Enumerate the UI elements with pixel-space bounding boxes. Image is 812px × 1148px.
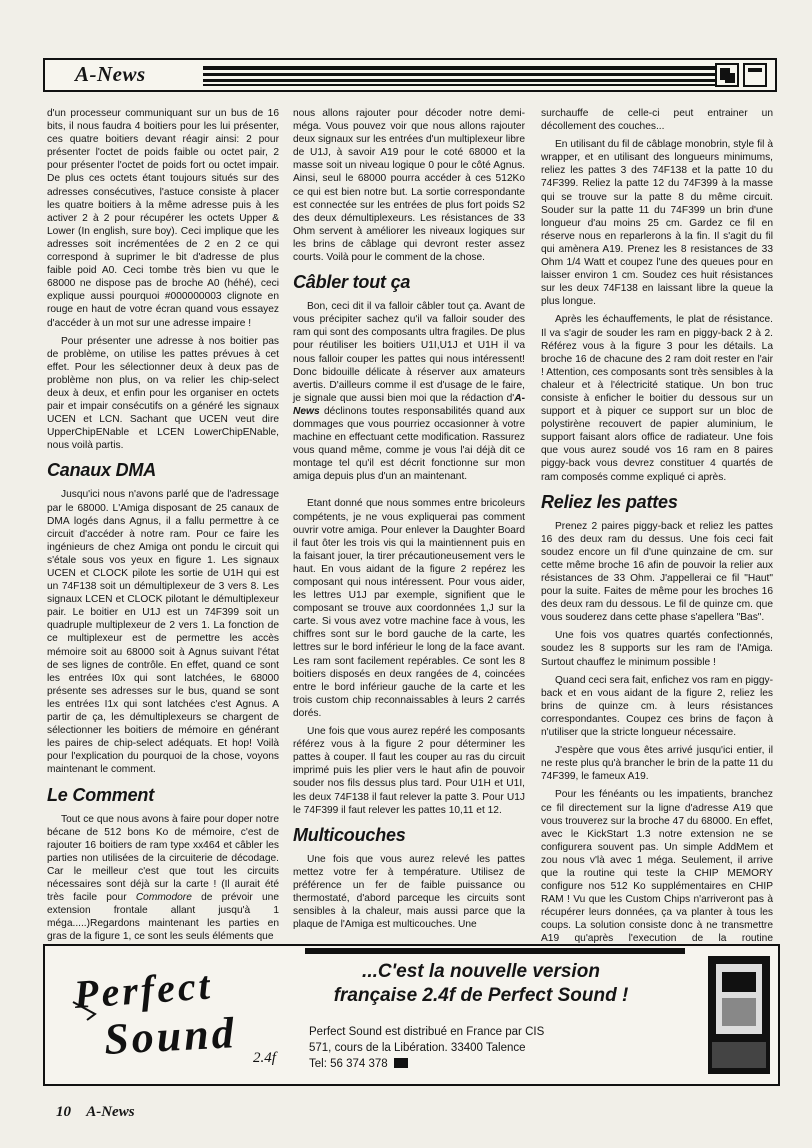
footer-title: A-News <box>86 1104 135 1120</box>
window-front-icon <box>743 63 767 87</box>
ad-headline-line-1: ...C'est la nouvelle version <box>362 961 600 982</box>
paragraph <box>293 300 525 483</box>
page-footer <box>56 1104 147 1121</box>
perfect-sound-advertisement <box>43 944 780 1086</box>
section-heading: Reliez les pattes <box>541 491 678 512</box>
article-column-2 <box>293 107 525 936</box>
paragraph: Pour présenter une adresse à nos boitier pas de problème, on utilise les pattes prévues à cet effet. Pour les sélectionner deux à deux pas de problème non plus, on va relier les chip-select deux à deux, et enfin pour les organiser en octets pair et impair consécutifs on a généré les signaux UCEN et LCN. Sachant que UCEN veut dire UpperChipENable et LCEN LowerChipENable, nous voilà partis. <box>47 335 279 452</box>
ad-top-bar <box>305 948 685 954</box>
ad-address: 571, cours de la Libération. 33400 Talence <box>309 1042 526 1054</box>
black-square-icon <box>394 1058 408 1068</box>
text-run: déclinons toutes responsabilités quand aux dommages que vous pourriez occasionner à votre machine en effectuant cette modification. Rassurez vous quand même, comme je vous l'ai déjà dit ce montage tel qu'il est décrit fonctionne sur mon amiga depuis plus d'un an maintenant. <box>293 405 525 483</box>
section-heading: Câbler tout ça <box>293 272 411 293</box>
hardware-cartridge-icon <box>706 954 772 1076</box>
header-window-icons <box>715 63 771 87</box>
emphasis-text: A-News <box>293 392 525 417</box>
paragraph: d'un processeur communiquant sur un bus de 16 bits, il nous faudra 4 boitiers pour les lui présenter, ces quatre boitiers devant réagir ainsi: 2 pour présenter l'octet de poids faible ou octet pair, 2 pour présenter l'octet de poids fort ou octet impair. De plus ces octets étant toujours situés sur des adresses consécutives, l'astuce consiste à placer les quatre boitiers à la même adresse puis à les activer 2 à 2 pour récupérer les octets Upper & Lower (In english, sure boy). Ceci implique que les adresses soit incrémentées de 2 en 2 ce qui correspond à suprimer le bit d'adresse de plus faible poid A0. Ceci tombe très bien vu que le 68000 ne dispose pas de broche A0 (héhé), ceci explique aussi pourquoi #000000003 clignote en rouge en haut de votre écran quand vous essayez d'accéder à un mot sur une adresse impaire ! <box>47 108 279 329</box>
paragraph <box>47 813 279 944</box>
section-heading: Canaux DMA <box>47 460 157 481</box>
paragraph: surchauffe de celle-ci peut entrainer un décollement des couches... <box>541 108 773 133</box>
paragraph: Jusqu'ici nous n'avons parlé que de l'adressage par le 68000. L'Amiga disposant de 25 canaux de DMA logés dans Agnus, il a fallu permettre à ce circuit d'accéder à notre ram. Pour ce faire les ingénieurs de chez Amiga ont pondu le circuit qui s'étale sous vos yeux en figure 1. Les signaux UCEN et CLOCK pilote les sortie de U1H qui est un 74F138 soit un démultiplexeur de 3 vers 8. Les signaux LCEN et CLOCK pilotant le démultiplexeur pair. Le boitier en U1J est un 74F399 soit un quadruple multiplexeur de 2 vers 1. La fonction de ce multiplexeur est de permettre les accès mémoire soit au 68000 soit à Agnus suivant l'état de ses lignes de contrôle. En effet, quand ce sont les entrées I0x qui sont latchées, le 68000 présente ses adresses sur le bus, quand se sont les entrées I1x qui sont latchées c'est Agnus. A partir de ça, les démultiplexeurs se chargent de sélectionner les boitiers de mémoire en générant les paires de chip-select adéquats. Et hop! Voilà pour l'explication du pourquoi de la chose, voyons maintenant le comment. <box>47 489 279 776</box>
text-run: Tout ce que nous avons à faire pour doper notre bécane de 512 bons Ko de mémoire, c'est de rajouter 16 boitiers de ram type xx464 et câbler les parties non utilisées de la circuiterie de décodage. Car le meilleur c'est que tout les circuits nécessaires sont déjà sur la carte ! (Il aurait été très facile pour <box>47 813 279 904</box>
paragraph: Après les échauffements, le plat de résistance. Il va s'agir de souder les ram en piggy-back 2 à 2. Référez vous à la figure 3 pour les détails. La broche 16 de chacune des 2 ram doit rester en l'air ! Attention, ces composants sont très sensibles à la chaleur et à l'électricité statique. Un bon truc consiste à enficher le boitier du dessous sur un support et à piquer ce support sur un bloc de polystirène recouvert de papier aluminium, le support faisant alors office de radiateur. Une fois que vous aurez soudé vos 16 ram en 8 paires piggy-back vous devrez constituer 4 quartés de ram composés comme expliqué ci après. <box>541 314 773 483</box>
paragraph: Une fois que vous aurez repéré les composants référez vous à la figure 2 pour déterminer les pattes à couper. Il faut les couper au ras du circuit imprimé puis les plier vers le haut afin de pouvoir souder nos fils dessus plus tard. Pour U1H et U1I, les deux 74F138 il faut relever la patte 3. Pour U1J le 74F399 il faut relever les pattes 10,11 et 12. <box>293 726 525 816</box>
section-heading: Multicouches <box>293 824 406 845</box>
header-title: A-News <box>75 62 146 86</box>
ad-headline-line-2: française 2.4f de Perfect Sound ! <box>333 985 629 1006</box>
paragraph: Une fois que vous aurez relevé les pattes mettez votre fer à température. Utilisez de préférence un fer de faible puissance ou thermostaté, d'abord parceque les circuits sont sensibles à la chaleur, mais aussi parce que la plaque de l'Amiga est multicouches. Une <box>293 853 525 931</box>
section-heading: Le Comment <box>47 784 155 805</box>
logo-word-2: Sound <box>102 1008 238 1064</box>
text-run: de prévoir une extension frontale allant jusqu'à 1 méga.....)Regardons maintenant les parties en gras de la figure 1, ce sont les seuls éléments que <box>47 892 279 943</box>
page-number: 10 <box>56 1104 71 1120</box>
ad-distributor: Perfect Sound est distribué en France par CIS <box>309 1026 545 1038</box>
article-column-3 <box>541 107 773 964</box>
text-run: Bon, ceci dit il va falloir câbler tout ça. Avant de vous précipiter sachez qu'il va falloir souder des ram qui sont des composants ultra fragiles. De plus pour réutiliser les boitiers U1I,U1J et U1H il va nous falloir couper les pattes qui nous intéressent! Donc bidouille délicate à réserver aux amateurs avertis. D'ailleurs comme il est d'usage de le faire, je signale que aussi bien moi que la rédaction d' <box>293 301 525 404</box>
paragraph: J'espère que vous êtes arrivé jusqu'ici entier, il ne reste plus qu'à brancher le brin de la patte 11 du 74F399, le fameux A19. <box>541 745 773 783</box>
logo-word-1: Perfect <box>72 962 214 1017</box>
logo-version: 2.4f <box>253 1050 276 1066</box>
ad-contact-info <box>309 1024 589 1072</box>
window-back-icon <box>715 63 739 87</box>
paragraph: Prenez 2 paires piggy-back et reliez les pattes 16 des deux ram du dessus. Une fois ceci fait soudez encore un fil d'une quinzaine de cm. sur cette même broche 16 afin de pouvoir la relier aux résistances de 33 Ohm. J'appellerai ce fil "Haut" pour la suite. Faites de même pour les broches 16 des deux ram du dessous. Le fil de quinze cm. que vous souderez dans cette phase s'apellera "Bas". <box>541 520 773 624</box>
article-column-1 <box>47 107 279 948</box>
paragraph: En utilisant du fil de câblage monobrin, style fil à wrapper, et en utilisant des longueurs minimums, reliez les pattes 3 des 74F138 et la patte 10 du 74F399. Reliez la patte 12 du 74F399 à la masse qui se trouve sur la patte 8 du même circuit. Souder sur la patte 11 du 74F399 un brin d'une longueur d'au moins 25 cm. Gardez ce fil en réserve nous en reparlerons à la fin. Il s'agit du fil qui amènera A19. Prenez les 8 resistances de 33 Ohm 1/4 Watt et coupez l'une des queues pour en laisser environ 1 cm. Soudez ces huit résistances sur les deux 74F138 en laissant libre la queue la plus longue. <box>541 139 773 308</box>
page-header <box>43 58 777 92</box>
perfect-sound-logo <box>65 962 305 1072</box>
paragraph: Etant donné que nous sommes entre bricoleurs compétents, je ne vous expliquerai pas comment ouvrir votre amiga. Pour enlever la Daughter Board il faut ôter les trois vis qui la maintiennent puis en la faisant jouer, la tirer précautioneusement vers le haut. En vous aidant de la figure 2 repérez les composant qui nous intéressent. Pour vous aider, les lettres U1J par exemple, signifient que le composant se trouve aux coordonnées 1,J sur la carte. Si vous avez votre machine face à vous, les chiffres sont sur le bord gauche de la carte, les lettres sur le bord inférieur le long de la face avant. Les ram sont facilement repérables. Ce sont les 8 boitiers disposés en deux rangées de 4, coincées entre le bord inférieur gauche de la carte et les trois custom chip reconnaissables à leurs 2 carrés dorés. <box>293 498 525 719</box>
paragraph: Une fois vos quatres quartés confectionnés, soudez les 8 supports sur les ram de l'Amiga. Surtout chauffez le minimum possible ! <box>541 630 773 668</box>
paragraph: Pour les fénéants ou les impatients, branchez ce fil directement sur la ligne d'adresse A19 que vous trouverez sur la broche 47 du 68000. En effet, avec le KickStart 1.3 notre extension ne se configurera souvent pas. Un simple AddMem et zou nous v'là avec 1 méga. Seulement, il arrive que la routine qui teste la CHIP MEMORY configure nos 512 Ko supplémentaires en CHIP RAM ! Vu que les Custom Chips n'arriveront pas à récupérer leurs données, ça va planter à tous les coups. La solution consiste donc à ne transmettre A19 qu'après l'execution de la routine <box>541 789 773 945</box>
ad-phone: Tel: 56 374 378 <box>309 1058 388 1070</box>
paragraph: nous allons rajouter pour décoder notre demi-méga. Vous pouvez voir que nous allons rajouter deux signaux sur les entrées d'un multiplexeur libre de U1J, à savoir A19 pour le coté 68000 et la masse soit un niveau logique 0 pour le côté Agnus. Ainsi, seul le 68000 pourra accéder à ces 512Ko ce qui est bien notre but. La sortie correspondante est connectée sur les entrées de plus fort poids S2 des deux démultiplexeurs. Les résistances de 33 Ohm servent à améliorer les niveaux logiques sur les brins de câblage qui devront rester assez courts. Voilà pour le comment de la chose. <box>293 108 525 264</box>
ad-headline <box>281 960 681 1008</box>
paragraph: Quand ceci sera fait, enfichez vos ram en piggy-back et en vous aidant de la figure 2, reliez les brins de quinze cm. à leurs résistances correspondantes. Coupez ces brins de façon à n'utiliser que la stricte longueur nécessaire. <box>541 674 774 739</box>
ad-phone-line <box>309 1056 589 1072</box>
emphasis-text: Commodore <box>135 892 192 904</box>
header-rule-bars <box>203 66 733 86</box>
